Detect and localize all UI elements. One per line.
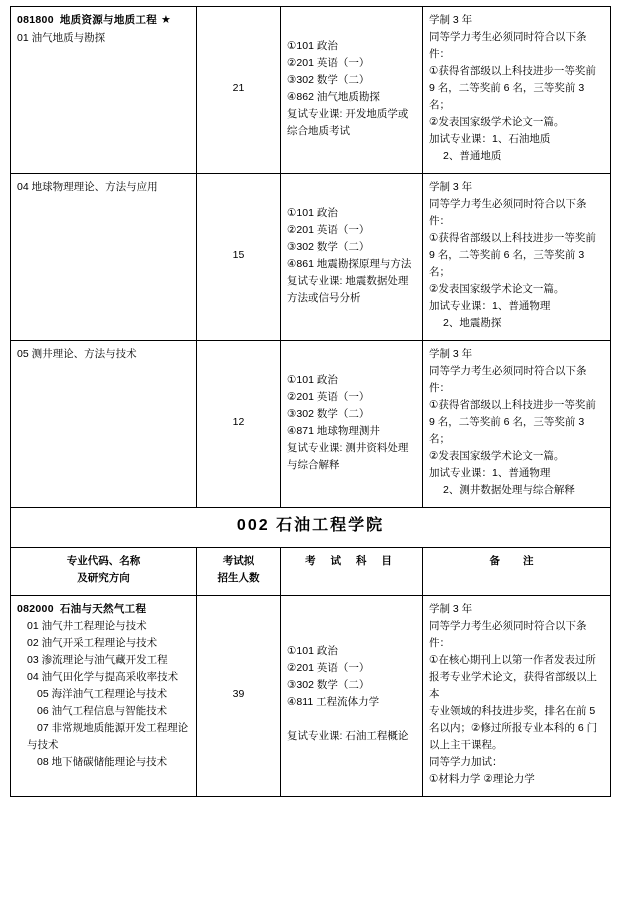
major-code: 082000 [17,602,54,615]
subjects-cell [281,595,423,796]
notes-cell [423,7,611,174]
subjects-cell [281,174,423,341]
subject-line: ②201 英语（一） [287,223,370,236]
note-line: 9 名，二等奖前 6 名，三等奖前 3 名； [429,416,588,445]
note-line: ②发表国家级学术论文一篇。 [429,283,565,295]
section-title: 002 石油工程学院 [236,517,385,534]
note-line: 加试专业课：1、普通物理 [429,300,551,312]
note-line: 专业领域的科技进步奖，排名在前 5 [429,704,596,717]
header-line: 考试拟 [222,554,255,567]
direction-line: 07 非常规地质能源开发工程理论 [37,721,189,734]
section-title-cell [11,508,611,548]
notes-cell [423,341,611,508]
note-line: 学制 3 年 [429,602,473,615]
retest-line: 与综合解释 [287,458,340,471]
note-line: 加试专业课：1、普通物理 [429,467,551,479]
subject-line: ②201 英语（一） [287,390,370,403]
notes-cell [423,595,611,796]
retest-line: 复试专业课: 地震数据处理 [287,274,409,287]
retest-line: 复试专业课: 石油工程概论 [287,730,409,743]
subject-spacer [287,711,416,728]
direction-cell [11,341,197,508]
table-header-row [11,547,611,595]
direction-line: 05 测井理论、方法与技术 [17,348,137,360]
note-line: 件： [429,382,450,394]
note-line: 件： [429,636,450,649]
subject-line: ③302 数学（二） [287,679,370,692]
header-col-direction [11,547,197,595]
header-line: 专业代码、名称 [66,554,141,567]
note-line: 同等学力考生必须同时符合以下条 [429,198,587,210]
star-icon: ★ [161,14,172,26]
note-line: 名以内；②修过所报专业本科的 6 门 [429,721,598,734]
major-name: 石油与天然气工程 [59,602,147,615]
major-code: 081800 [17,14,54,26]
subjects-cell [281,341,423,508]
enrollment-cell: 12 [197,341,281,508]
note-line: 同等学力考生必须同时符合以下条 [429,365,587,377]
retest-line: 综合地质考试 [287,124,350,137]
subjects-cell [281,7,423,174]
section-title-row [11,508,611,548]
notes-cell [423,174,611,341]
note-line: 同等学力考生必须同时符合以下条 [429,619,587,632]
table-row [11,174,611,341]
direction-line: 08 地下储碳储能理论与技术 [37,755,168,768]
note-line: 学制 3 年 [429,348,473,360]
retest-line: 复试专业课: 开发地质学或 [287,107,409,120]
direction-line: 与技术 [27,738,59,751]
header-col-enrollment [197,547,281,595]
subject-line: ①101 政治 [287,206,338,219]
note-line: ①获得省部级以上科技进步一等奖前 [429,232,596,244]
note-line: ②发表国家级学术论文一篇。 [429,450,565,462]
enrollment-cell: 15 [197,174,281,341]
note-line: ①材料力学 ②理论力学 [429,772,535,785]
note-line: 报考专业学术论文，获得省部级以上本 [429,670,597,700]
subject-line: ①101 政治 [287,645,338,658]
subject-line: ③302 数学（二） [287,73,370,86]
note-line: 学制 3 年 [429,14,473,26]
subject-line: ②201 英语（一） [287,662,370,675]
note-line: 学制 3 年 [429,181,473,193]
subject-line: ①101 政治 [287,373,338,386]
direction-line: 04 地球物理理论、方法与应用 [17,181,158,193]
retest-line: 复试专业课: 测井资料处理 [287,441,409,454]
direction-line: 06 油气工程信息与智能技术 [37,704,168,717]
table-row [11,595,611,796]
note-line: 同等学力考生必须同时符合以下条 [429,31,587,43]
note-line: ①获得省部级以上科技进步一等奖前 [429,399,596,411]
note-line: 件： [429,215,450,227]
subject-line: ④861 地震勘探原理与方法 [287,257,412,270]
subject-line: ④811 工程流体力学 [287,696,380,709]
direction-line: 01 油气井工程理论与技术 [27,619,147,632]
subject-line: ④871 地球物理测井 [287,424,380,437]
note-line: 加试专业课：1、石油地质 [429,133,551,145]
direction-line: 02 油气开采工程理论与技术 [27,636,158,649]
direction-line: 03 渗流理论与油气藏开发工程 [27,653,168,666]
note-line: ②发表国家级学术论文一篇。 [429,116,565,128]
direction-cell [11,7,197,174]
direction-line: 04 油气田化学与提高采收率技术 [27,670,179,683]
table-row [11,341,611,508]
note-line: ①在核心期刊上以第一作者发表过所 [429,653,596,666]
note-line: 件： [429,48,450,60]
note-line: 同等学力加试： [429,755,503,768]
note-line: 以上主干课程。 [429,738,503,751]
retest-line: 方法或信号分析 [287,291,361,304]
note-line: 2、地震勘探 [443,317,502,329]
subject-line: ④862 油气地质勘探 [287,90,380,103]
enrollment-cell: 21 [197,7,281,174]
note-line: 9 名，二等奖前 6 名，三等奖前 3 名； [429,82,588,111]
subject-line: ③302 数学（二） [287,407,370,420]
table-row [11,7,611,174]
enrollment-table [10,6,611,797]
subject-line: ③302 数学（二） [287,240,370,253]
header-line: 考 试 科 目 [305,554,398,567]
direction-cell [11,174,197,341]
direction-line: 01 油气地质与勘探 [17,31,106,44]
note-line: ①获得省部级以上科技进步一等奖前 [429,65,596,77]
direction-cell [11,595,197,796]
subject-line: ②201 英语（一） [287,56,370,69]
header-col-notes [423,547,611,595]
subject-line: ①101 政治 [287,39,338,52]
header-line: 及研究方向 [77,571,130,584]
major-heading [17,14,171,26]
note-line: 2、普通地质 [443,150,502,162]
note-line: 9 名，二等奖前 6 名，三等奖前 3 名； [429,249,588,278]
enrollment-cell: 39 [197,595,281,796]
major-heading [17,603,146,615]
header-col-subjects [281,547,423,595]
note-line: 2、测井数据处理与综合解释 [443,484,575,496]
major-name: 地质资源与地质工程 [59,14,158,26]
header-line: 招生人数 [217,571,260,584]
header-line: 备 注 [489,554,544,567]
direction-line: 05 海洋油气工程理论与技术 [37,687,168,700]
